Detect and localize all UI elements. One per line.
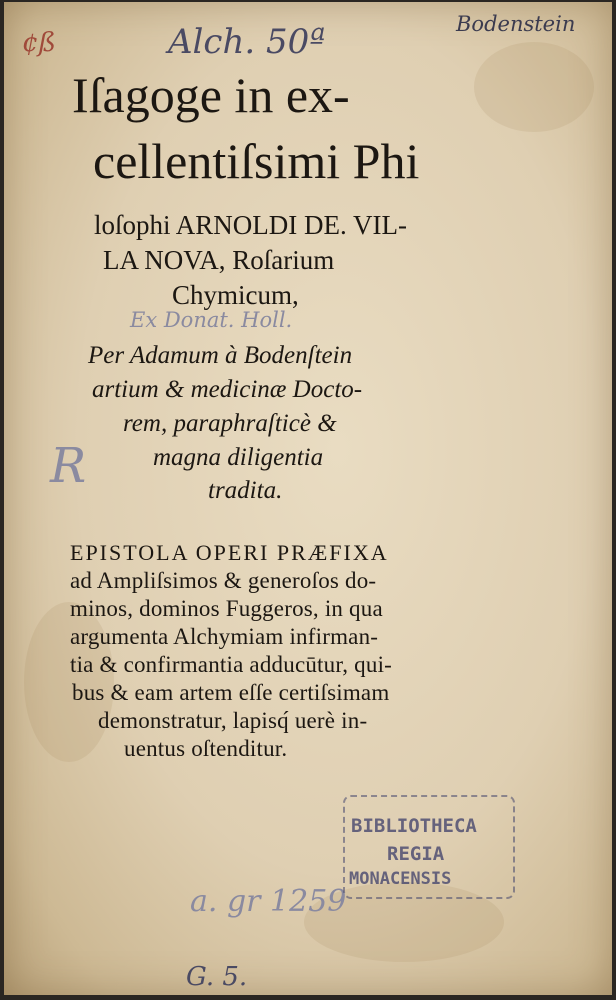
stamp-line-2: REGIA: [387, 843, 445, 865]
title-line-3: loſophi ARNOLDI DE. VIL-: [94, 210, 407, 240]
title-line-2: cellentiſsimi Phi: [93, 133, 420, 189]
library-stamp: [343, 795, 515, 899]
epistola-line-8: uentus oſtenditur.: [124, 736, 288, 761]
strike-note: Ex Donat. Holl.: [130, 308, 293, 332]
title-line-1: Iſagoge in ex-: [72, 67, 350, 123]
attribution-line-3: rem, paraphraſticè &: [123, 410, 337, 437]
epistola-line-2: ad Ampliſsimos & generoſos do-: [70, 568, 377, 593]
corner-mark: ¢ß: [22, 28, 56, 58]
epistola-line-7: demonstratur, lapisq́ uerè in-: [98, 708, 368, 733]
stamp-line-1: BIBLIOTHECA: [351, 815, 477, 837]
author-note: Bodenstein: [456, 12, 576, 36]
attribution-line-2: artium & medicinæ Docto-: [92, 376, 363, 403]
attribution-line-5: tradita.: [208, 477, 283, 504]
epistola-line-4: argumenta Alchymiam infirman-: [70, 624, 379, 649]
epistola-line-6: bus & eam artem eſſe certiſsimam: [72, 680, 390, 705]
epistola-line-3: minos, dominos Fuggeros, in qua: [70, 596, 383, 621]
title-line-4: LA NOVA, Roſarium: [103, 245, 335, 275]
title-line-5: Chymicum,: [172, 280, 299, 310]
attribution-line-1: Per Adamum à Bodenſtein: [88, 342, 353, 369]
letter-r: R: [50, 438, 87, 494]
attribution-line-4: magna diligentia: [153, 444, 324, 471]
bottom-note: G. 5.: [186, 962, 248, 992]
epistola-line-5: tia & confirmantia adducūtur, qui-: [70, 652, 393, 677]
stamp-line-3: MONACENSIS: [349, 869, 452, 889]
epistola-line-1: EPISTOLA OPERI PRÆFIXA: [70, 540, 389, 565]
catalog-number: a. gr 1259: [190, 884, 347, 919]
shelfmark: Alch. 50ª: [168, 22, 326, 62]
